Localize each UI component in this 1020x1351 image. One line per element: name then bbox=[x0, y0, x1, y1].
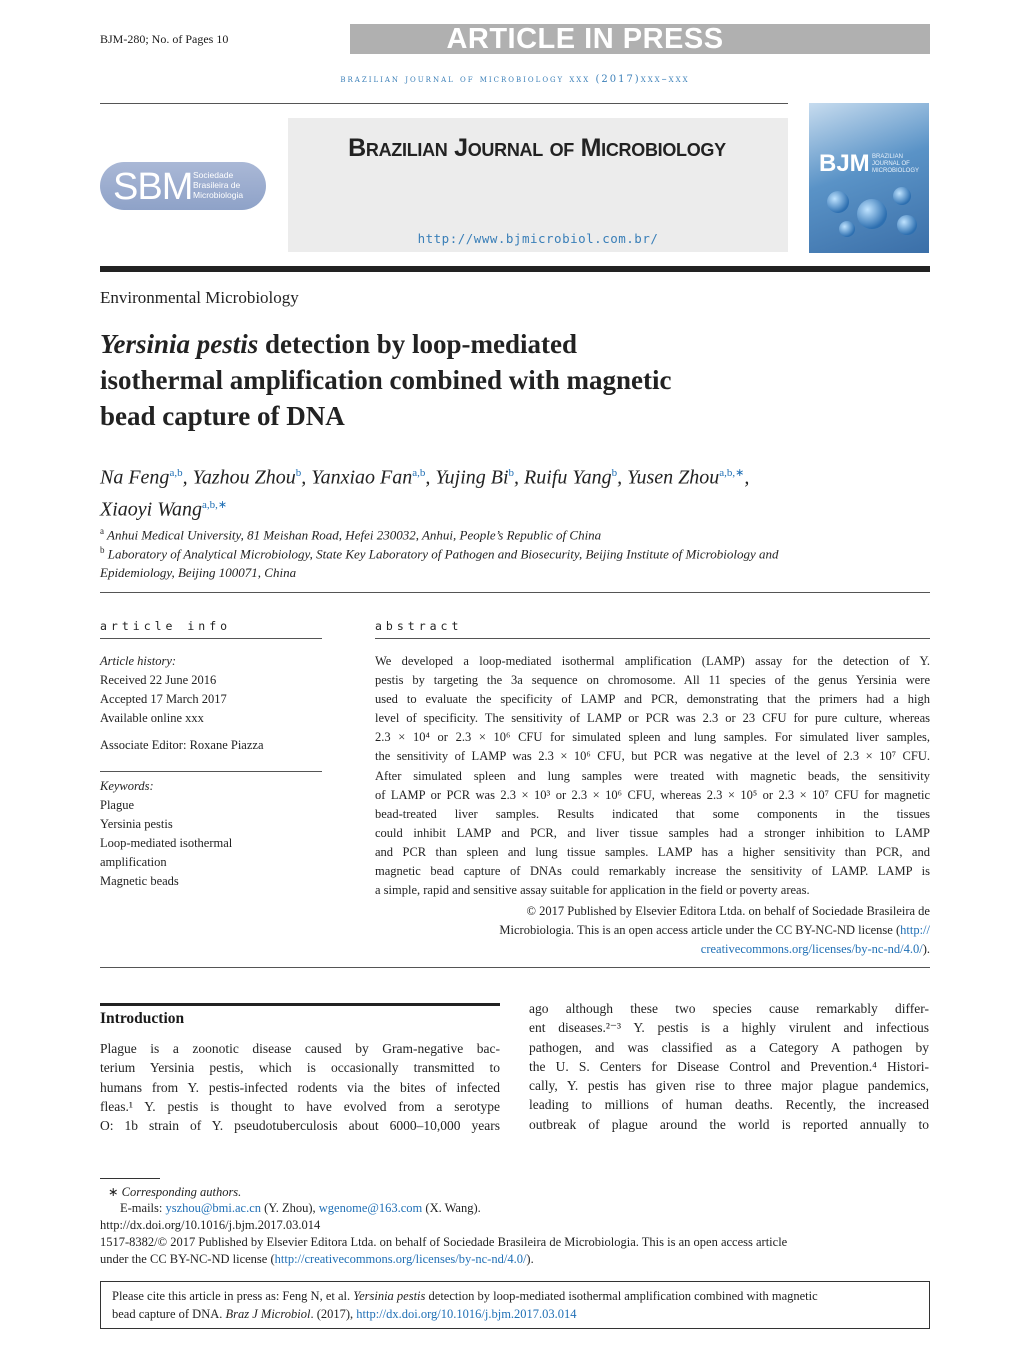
license-link[interactable]: http://creativecommons.org/licenses/by-nc-nd/4.0/ bbox=[274, 1252, 527, 1266]
issn-license: 1517-8382/© 2017 Published by Elsevier Editora Ltda. on behalf of Sociedade Brasileira de Microbiologia. This is an open access article under the CC BY-NC-ND license (http://creativecommons.org/licenses/by-nc-nd/4.0/). bbox=[100, 1235, 788, 1266]
doi-link[interactable]: http://dx.doi.org/10.1016/j.bjm.2017.03.014 bbox=[100, 1218, 321, 1232]
introduction-heading: Introduction bbox=[100, 1010, 185, 1027]
keyword: Yersinia pestis bbox=[100, 817, 173, 831]
associate-editor: Associate Editor: Roxane Piazza bbox=[100, 738, 264, 752]
journal-url-link[interactable]: http://www.bjmicrobiol.com.br/ bbox=[417, 231, 659, 246]
cite-doi-link[interactable]: http://dx.doi.org/10.1016/j.bjm.2017.03.014 bbox=[356, 1306, 577, 1321]
affiliation-a: $^a$ Anhui Medical University, 81 Meishan Road, Hefei 230032, Anhui, People’s Republic of China bbox=[100, 526, 602, 543]
author: Yazhou Zhou bbox=[192, 466, 296, 489]
keyword: Magnetic beads bbox=[100, 874, 179, 888]
header-rule bbox=[100, 103, 788, 104]
accepted-date: Accepted 17 March 2017 bbox=[100, 692, 227, 706]
author-list: Na Feng$^{a,b}$, Yazhou Zhou$^b$, Yanxiao Fan$^{a,b}$, Yujing Bi$^b$, Ruifu Yang$^b$, Yusen Zhou$^{a,b,∗}$, Xiaoyi Wang$^{a,b,∗}$ bbox=[100, 466, 750, 521]
email-link[interactable]: wgenome@163.com bbox=[318, 1201, 423, 1215]
abstract-copyright: © 2017 Published by Elsevier Editora Ltda. on behalf of Sociedade Brasileira de Microbiologia. This is an open access article under the CC BY-NC-ND license (http:// creativecommons.org/licenses/by-nc-nd/4.0/). bbox=[499, 904, 930, 957]
intro-rule bbox=[100, 1003, 500, 1006]
history-label: Article history: bbox=[100, 654, 177, 668]
keyword: Loop-mediated isothermal bbox=[100, 836, 233, 850]
info-top-rule bbox=[100, 592, 930, 593]
abstract-heading: abstract bbox=[375, 619, 463, 633]
corresponding-note: ∗ Corresponding authors. bbox=[108, 1185, 242, 1199]
cover-title: BJM bbox=[819, 150, 870, 177]
footnote-rule bbox=[100, 1178, 160, 1179]
author: Yujing Bi bbox=[435, 466, 509, 489]
header-thick-rule bbox=[100, 266, 930, 272]
online-date: Available online xxx bbox=[100, 711, 204, 725]
keywords-label: Keywords: bbox=[100, 779, 154, 793]
article-in-press-banner: ARTICLE IN PRESS bbox=[350, 24, 930, 54]
intro-column-2: ago although these two species cause remarkably differ- ent diseases.²⁻³ Y. pestis is a highly virulent and infectious pathogen, and was classified as a Category A pathogen by the U. S. Centers for Disease Control and Prevention.⁴ Histori- cally, Y. pestis has given rise to three major plague pandemics, leading to millions of human deaths. Recently, the increased outbreak of plague around the world is reported annually to bbox=[529, 1001, 929, 1132]
journal-title: Brazilian Journal of Microbiology bbox=[348, 134, 726, 162]
intro-column-1: Plague is a zoonotic disease caused by Gram-negative bac- terium Yersinia pestis, which is occasionally transmitted to humans from Y. pestis-infected rodents via the bites of infected fleas.¹ Y. pestis is thought to have evolved from a serotype O: 1b strain of Y. pseudotuberculosis about 6000–10,000 years bbox=[100, 1041, 500, 1134]
keyword: amplification bbox=[100, 855, 167, 869]
received-date: Received 22 June 2016 bbox=[100, 673, 217, 687]
abstract-bottom-rule bbox=[100, 967, 930, 968]
emails: E-mails: yszhou@bmi.ac.cn (Y. Zhou), wgenome@163.com (X. Wang). bbox=[120, 1201, 481, 1215]
article-title: Yersinia pestis detection by loop-mediated isothermal amplification combined with magnetic bead capture of DNA bbox=[100, 329, 672, 431]
keyword: Plague bbox=[100, 798, 135, 812]
author: Xiaoyi Wang bbox=[100, 498, 203, 521]
article-info-heading: article info bbox=[100, 619, 232, 633]
affiliation-b: $^b$ Laboratory of Analytical Microbiology, State Key Laboratory of Pathogen and Biosecurity, Beijing Institute of Microbiology and Epidemiology, Beijing 100071, China bbox=[100, 545, 779, 581]
section-label: Environmental Microbiology bbox=[100, 288, 299, 307]
author: Ruifu Yang bbox=[524, 466, 612, 489]
license-link[interactable]: creativecommons.org/licenses/by-nc-nd/4.0/ bbox=[700, 942, 923, 957]
cover-subtitle: BRAZILIAN JOURNAL OF MICROBIOLOGY bbox=[872, 154, 920, 174]
cite-text: Please cite this article in press as: Feng N, et al. Yersinia pestis detection by loop-mediated isothermal amplification combined with magnetic bead capture of DNA. Braz J Microbiol. (2017), http://dx.doi.org/10.1016/j.bjm.2017.03.014 bbox=[112, 1289, 818, 1321]
journal-cover-image bbox=[809, 103, 929, 253]
author: Na Feng bbox=[100, 466, 170, 489]
sbm-logo-subtext: Sociedade Brasileira de Microbiologia bbox=[193, 170, 244, 200]
author: Yusen Zhou bbox=[627, 466, 720, 489]
license-link[interactable]: http:// bbox=[900, 923, 930, 938]
running-header: brazilian journal of microbiology xxx (2017)xxx–xxx bbox=[340, 74, 690, 85]
keywords-rule bbox=[100, 771, 322, 772]
info-rule bbox=[100, 638, 322, 639]
author: Yanxiao Fan bbox=[311, 466, 413, 489]
abstract-rule bbox=[375, 638, 930, 639]
abstract-text: We developed a loop-mediated isothermal amplification (LAMP) assay for the detection of Y. pestis by targeting the 3a sequence on chromosome. All 11 species of the genus Yersinia were used to evaluate the specificity of LAMP and PCR, demonstrating that the primers had a high level of specificity. The sensitivity of LAMP or PCR was 2.3 or 23 CFU for pure culture, whereas 2.3 × 10⁴ or 2.3 × 10⁶ CFU for simulated spleen and lung samples. For simulated liver samples, the sensitivity of LAMP was 2.3 × 10⁶ CFU, but PCR was negative at the level of 2.3 × 10⁷ CFU. After simulated spleen and lung samples were treated with magnetic beads, the sensitivity of LAMP or PCR was 2.3 × 10³ or 2.3 × 10⁶ CFU, whereas 2.3 × 10⁵ or 2.3 × 10⁷ CFU for magnetic bead-treated liver samples. Results indicated that some components in the tissues could inhibit LAMP and PCR, and liver tissue samples had a stronger inhibition to LAMP and PCR than spleen and lung tissue samples. LAMP has a higher sensitivity than PCR, and magnetic bead capture of DNAs could remarkably increase the sensitivity of LAMP. LAMP is a simple, rapid and sensitive assay suitable for application in the field or poverty areas. bbox=[375, 654, 930, 898]
sbm-logo-text: SBM bbox=[113, 166, 193, 208]
manuscript-meta: BJM-280; No. of Pages 10 bbox=[100, 32, 229, 46]
email-link[interactable]: yszhou@bmi.ac.cn bbox=[165, 1201, 261, 1215]
